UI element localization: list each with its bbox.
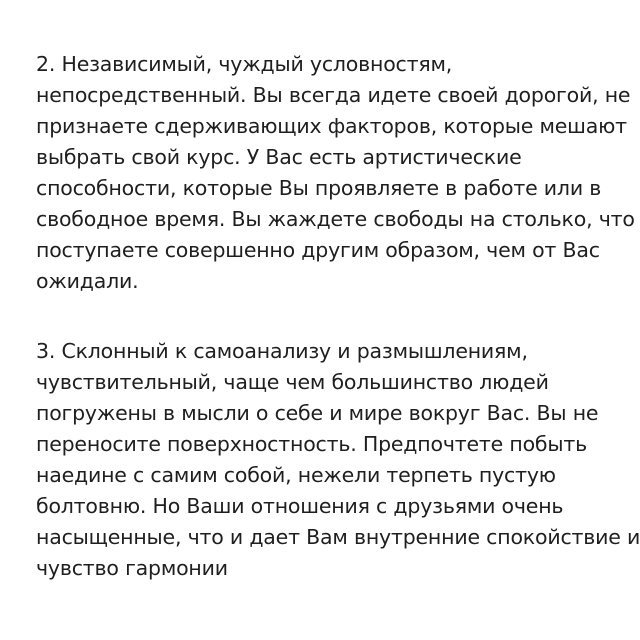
paragraph-2 [36, 49, 635, 297]
text-line: переносите поверхностность. Предпочтете побыть [36, 432, 587, 456]
text-line: выбрать свой курс. У Вас есть артистические [36, 145, 522, 169]
text-line: способности, которые Вы проявляете в работе или в [36, 176, 602, 200]
text-line: ожидали. [36, 269, 139, 293]
text-line: признаете сдерживающих факторов, которые мешают [36, 114, 627, 138]
text-line: 3. Склонный к самоанализу и размышлениям, [36, 339, 528, 363]
text-line: насыщенные, что и дает Вам внутренние спокойствие и [36, 525, 640, 549]
text-line: чувство гармонии [36, 556, 228, 580]
text-line: поступаете совершенно другим образом, чем от Вас [36, 238, 600, 262]
text-line: 2. Независимый, чуждый условностям, [36, 52, 453, 76]
text-line: непосредственный. Вы всегда идете своей дорогой, не [36, 83, 631, 107]
text-line: погружены в мысли о себе и мире вокруг Вас. Вы не [36, 401, 599, 425]
text-line: чувствительный, чаще чем большинство людей [36, 370, 549, 394]
paragraph-3 [36, 336, 640, 584]
text-line: наедине с самим собой, нежели терпеть пустую [36, 463, 556, 487]
text-line: болтовню. Но Ваши отношения с друзьями очень [36, 494, 564, 518]
text-line: свободное время. Вы жаждете свободы на столько, что [36, 207, 635, 231]
